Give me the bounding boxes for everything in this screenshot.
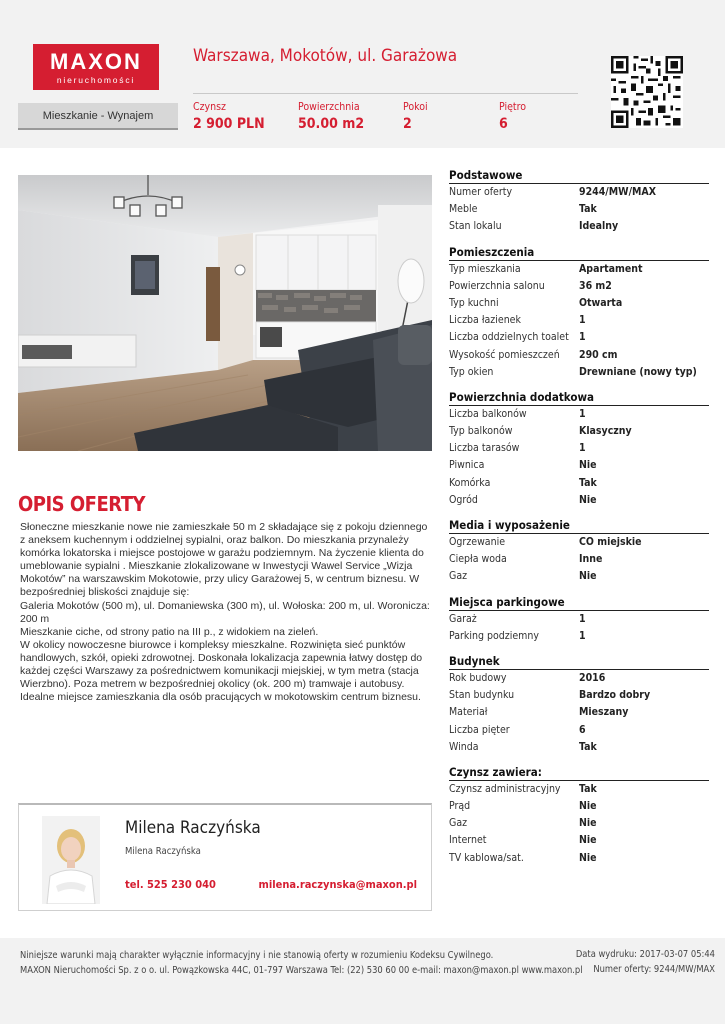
details-key: Gaz xyxy=(449,570,468,583)
details-key: Liczba łazienek xyxy=(449,314,521,327)
stat-rooms xyxy=(403,101,428,132)
header-divider xyxy=(193,93,578,94)
details-key: Liczba tarasów xyxy=(449,442,520,455)
details-row xyxy=(449,406,709,423)
details-value: CO miejskie xyxy=(579,536,642,548)
details-key: Powierzchnia salonu xyxy=(449,279,545,292)
details-value: 290 cm xyxy=(579,348,618,361)
details-row xyxy=(449,440,709,457)
details-row xyxy=(449,347,709,364)
property-type-badge: Mieszkanie - Wynajem xyxy=(18,103,178,130)
stat-value: 2 900 PLN xyxy=(193,116,265,132)
details-row xyxy=(449,739,709,756)
details-section xyxy=(449,595,709,645)
details-value: Nie xyxy=(579,459,597,472)
details-section xyxy=(449,518,709,586)
details-row xyxy=(449,364,709,381)
details-section-title: Media i wyposażenie xyxy=(449,518,709,534)
details-value: 9244/MW/MAX xyxy=(579,186,657,198)
stat-floor xyxy=(499,101,526,132)
details-row xyxy=(449,850,709,867)
details-value: Nie xyxy=(579,570,597,583)
details-key: Liczba oddzielnych toalet xyxy=(449,331,569,344)
agent-card xyxy=(18,803,432,911)
details-key: Meble xyxy=(449,203,478,216)
details-row xyxy=(449,781,709,798)
property-address: Warszawa, Mokotów, ul. Garażowa xyxy=(193,46,458,66)
agent-subtitle: Milena Raczyńska xyxy=(125,846,201,857)
qr-code-icon xyxy=(611,56,683,128)
details-key: Stan lokalu xyxy=(449,220,502,233)
details-key: Gaz xyxy=(449,817,468,830)
details-value: 36 m2 xyxy=(579,279,612,292)
footer-legal xyxy=(20,949,583,978)
details-key: Typ mieszkania xyxy=(449,262,521,275)
footer-meta xyxy=(576,947,715,977)
stat-label: Piętro xyxy=(499,101,527,113)
details-key: Prąd xyxy=(449,800,471,813)
details-key: Rok budowy xyxy=(449,671,507,684)
details-row xyxy=(449,628,709,645)
details-row xyxy=(449,201,709,218)
details-section-title: Miejsca parkingowe xyxy=(449,595,709,611)
details-section xyxy=(449,168,709,236)
details-value: Tak xyxy=(579,476,597,489)
footer xyxy=(0,938,725,1024)
details-value: Nie xyxy=(579,851,597,864)
details-row xyxy=(449,670,709,687)
details-row xyxy=(449,722,709,739)
details-value: 1 xyxy=(579,442,586,455)
details-key: Typ balkonów xyxy=(449,425,513,438)
agent-email-link[interactable]: milena.raczynska@maxon.pl xyxy=(258,878,417,891)
details-key: Komórka xyxy=(449,476,491,489)
details-row xyxy=(449,261,709,278)
details-value: Apartament xyxy=(579,262,643,275)
stat-label: Czynsz xyxy=(193,101,227,113)
details-section-title: Powierzchnia dodatkowa xyxy=(449,390,709,406)
stat-area xyxy=(298,101,364,132)
details-value: Nie xyxy=(579,800,597,813)
details-row xyxy=(449,832,709,849)
details-row xyxy=(449,278,709,295)
details-row xyxy=(449,551,709,568)
living-room-image xyxy=(18,175,432,451)
details-key: Garaż xyxy=(449,612,477,625)
details-value: Mieszany xyxy=(579,706,629,719)
details-key: Internet xyxy=(449,834,487,847)
details-value: Nie xyxy=(579,817,597,830)
logo-sub-text: nieruchomości xyxy=(56,75,136,85)
print-date: Data wydruku: 2017-03-07 05:44 xyxy=(575,949,715,960)
details-section-title: Pomieszczenia xyxy=(449,245,709,261)
details-section-title: Czynsz zawiera: xyxy=(449,765,709,781)
stat-rent xyxy=(193,101,265,132)
details-key: Ogrzewanie xyxy=(449,536,506,548)
details-section xyxy=(449,390,709,509)
details-section xyxy=(449,245,709,381)
details-key: Typ kuchni xyxy=(449,296,499,309)
details-key: Czynsz administracyjny xyxy=(449,782,561,795)
details-key: Typ okien xyxy=(449,365,494,378)
stat-label: Powierzchnia xyxy=(298,101,360,113)
details-section xyxy=(449,654,709,756)
details-row xyxy=(449,312,709,329)
details-column xyxy=(449,168,709,876)
details-row xyxy=(449,329,709,346)
details-key: Liczba pięter xyxy=(449,723,510,736)
footer-offer-number: Numer oferty: 9244/MW/MAX xyxy=(593,964,715,975)
details-row xyxy=(449,704,709,721)
maxon-logo[interactable] xyxy=(33,44,159,90)
details-key: Ogród xyxy=(449,493,478,506)
details-value: Drewniane (nowy typ) xyxy=(579,365,697,378)
details-value: Nie xyxy=(579,834,597,847)
details-key: Piwnica xyxy=(449,459,485,472)
details-row xyxy=(449,687,709,704)
footer-disclaimer: Niniejsze warunki mają charakter wyłącznie informacyjny i nie stanowią oferty w rozumieniu Kodeksu Cywilnego. xyxy=(20,950,494,961)
details-key: Ciepła woda xyxy=(449,553,507,566)
agent-name: Milena Raczyńska xyxy=(125,818,261,838)
description-text: Słoneczne mieszkanie nowe nie zamieszkałe 50 m 2 składające się z pokoju dziennego z aneksem kuchennym i oddzielnej sypialni, oraz balkon. Do mieszkania przynależy komórka lokatorska i miejsce postojowe w garażu podziemnym. Na życzenie klienta do umeblowanie sypialni . Mieszkanie zlokalizowane w Inwestycji Wawel Service „Wizja Mokotów” na warszawskim Mokotowie, przy ulicy Garażowej 5, w centrum biznesu. W bezpośredniej bliskości znajduje się: Galeria Mokotów (500 m), ul. Domaniewska (300 m), ul. Wołoska: 200 m, ul. Woronicza: 200 m Mieszkanie ciche, od strony patio na III p., z widokiem na zieleń. W okolicy nowoczesne biurowce i kompleksy mieszkalne. Rozwinięta sieć punktów handlowych, szkół, opieki zdrowotnej. Doskonała lokalizacja zapewnia łatwy dostęp do każdej części Warszawy za pośrednictwem komunikacji miejskiej, w tym metra (stacja Wierzbno). Poza metrem w bezpośredniej okolicy (ok. 200 m) tramwaje i autobusy. Idealne miejsce zamieszkania dla osób pracujących w mokotowskim centrum biznesu. xyxy=(20,521,430,704)
footer-company-info: MAXON Nieruchomości Sp. z o o. ul. Powązkowska 44C, 01-797 Warszawa Tel: (22) 530 60 00 e-mail: maxon@maxon.pl www.maxon.pl xyxy=(20,964,583,976)
details-row xyxy=(449,184,709,201)
details-value: 1 xyxy=(579,407,586,420)
details-value: Inne xyxy=(579,553,603,566)
details-row xyxy=(449,475,709,492)
logo-main-text: MAXON xyxy=(50,49,142,74)
details-value: 6 xyxy=(579,723,586,736)
details-key: Wysokość pomieszczeń xyxy=(449,348,560,361)
details-value: Tak xyxy=(579,740,597,753)
details-section xyxy=(449,765,709,867)
details-row xyxy=(449,815,709,832)
property-photo[interactable] xyxy=(18,175,432,451)
details-value: 1 xyxy=(579,612,586,625)
details-section-title: Podstawowe xyxy=(449,168,709,184)
stat-label: Pokoi xyxy=(403,101,428,113)
details-row xyxy=(449,218,709,235)
details-row xyxy=(449,492,709,509)
details-key: Numer oferty xyxy=(449,186,513,198)
details-value: Otwarta xyxy=(579,296,623,309)
description-title: OPIS OFERTY xyxy=(18,492,146,516)
header xyxy=(0,0,725,148)
stat-value: 6 xyxy=(499,116,508,132)
details-row xyxy=(449,295,709,312)
stat-value: 2 xyxy=(403,116,412,132)
stat-value: 50.00 m2 xyxy=(298,116,365,132)
details-value: Idealny xyxy=(579,220,619,233)
details-value: Tak xyxy=(579,782,597,795)
details-key: Liczba balkonów xyxy=(449,407,527,420)
details-row xyxy=(449,423,709,440)
details-value: Bardzo dobry xyxy=(579,689,651,702)
details-value: 2016 xyxy=(579,671,606,684)
details-value: 1 xyxy=(579,314,586,327)
details-key: Stan budynku xyxy=(449,689,515,702)
details-row xyxy=(449,568,709,585)
agent-avatar xyxy=(42,816,100,904)
details-section-title: Budynek xyxy=(449,654,709,670)
details-row xyxy=(449,534,709,551)
details-row xyxy=(449,798,709,815)
details-row xyxy=(449,611,709,628)
details-value: 1 xyxy=(579,629,586,642)
details-value: Klasyczny xyxy=(579,425,632,438)
details-key: Winda xyxy=(449,740,479,753)
details-key: Parking podziemny xyxy=(449,629,539,642)
details-key: Materiał xyxy=(449,706,488,719)
details-value: Nie xyxy=(579,493,597,506)
details-row xyxy=(449,457,709,474)
agent-phone-link[interactable]: tel. 525 230 040 xyxy=(125,878,216,891)
details-value: 1 xyxy=(579,331,586,344)
details-key: TV kablowa/sat. xyxy=(449,851,524,864)
details-value: Tak xyxy=(579,203,597,216)
